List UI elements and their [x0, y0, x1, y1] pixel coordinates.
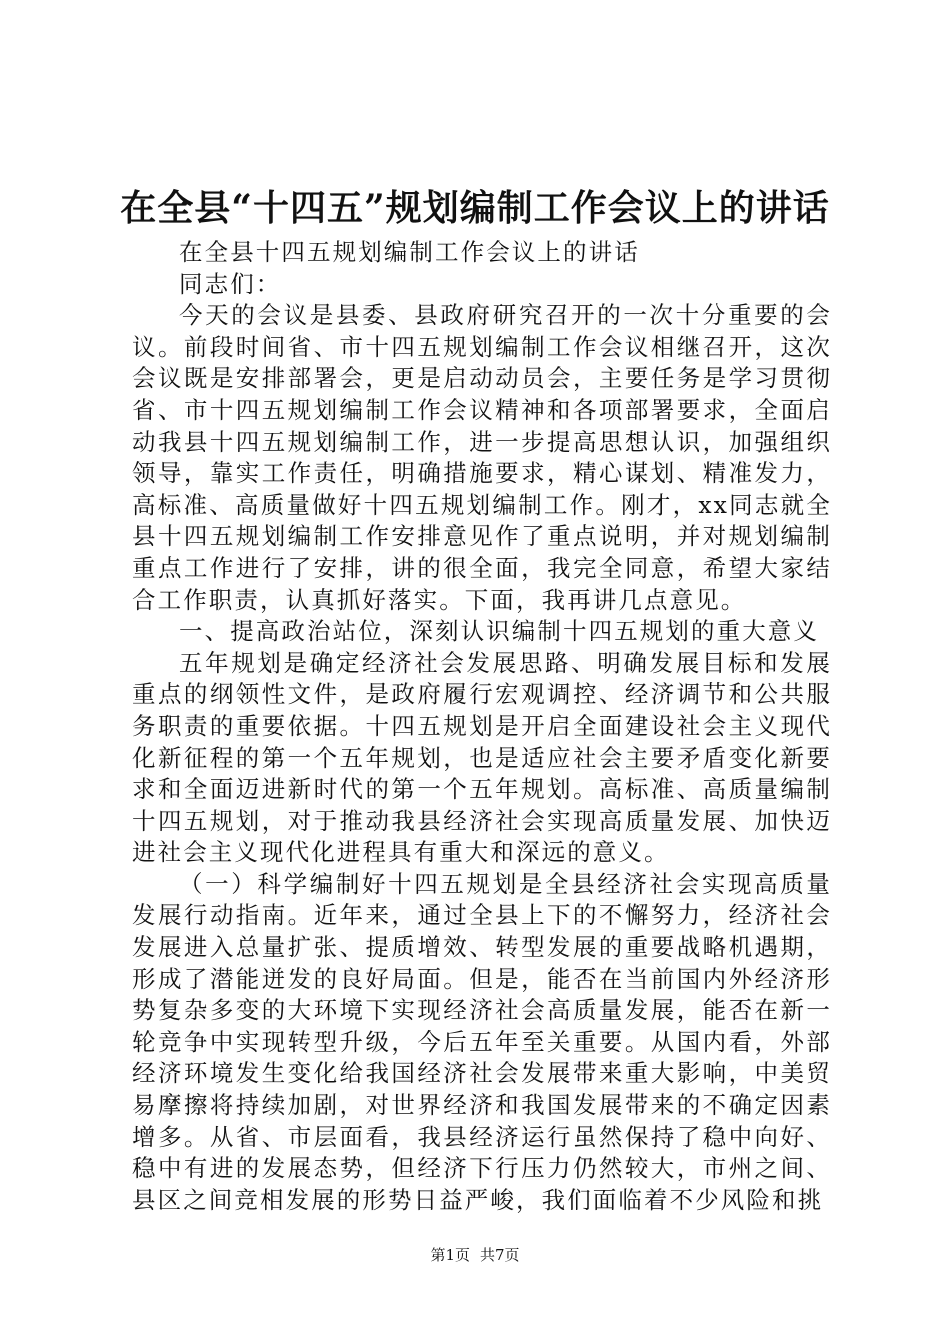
page-total: 共7页 — [480, 1246, 520, 1264]
subtitle-paragraph: 在全县十四五规划编制工作会议上的讲话 — [179, 238, 640, 266]
document-body — [132, 237, 832, 1216]
body-paragraph: （一）科学编制好十四五规划是全县经济社会实现高质量发展行动指南。近年来，通过全县上下的不懈努力，经济社会发展进入总量扩张、提质增效、转型发展的重要战略机遇期，形成了潜能迸发的良好局面。但是，能否在当前国内外经济形势复杂多变的大环境下实现经济社会高质量发展，能否在新一轮竞争中实现转型升级，今后五年至关重要。从国内看，外部经济环境发生变化给我国经济社会发展带来重大影响，中美贸易摩擦将持续加剧，对世界经济和我国发展带来的不确定因素增多。从省、市层面看，我县经济运行虽然保持了稳中向好、稳中有进的发展态势，但经济下行压力仍然较大，市州之间、县区之间竞相发展的形势日益严峻，我们面临着不少风险和挑 — [132, 869, 832, 1214]
document-title: 在全县“十四五”规划编制工作会议上的讲话 — [120, 187, 830, 229]
body-paragraph: 五年规划是确定经济社会发展思路、明确发展目标和发展重点的纲领性文件，是政府履行宏观调控、经济调节和公共服务职责的重要依据。十四五规划是开启全面建设社会主义现代化新征程的第一个五年规划，也是适应社会主要矛盾变化新要求和全面迈进新时代的第一个五年规划。高标准、高质量编制十四五规划，对于推动我县经济社会实现高质量发展、加快迈进社会主义现代化进程具有重大和深远的意义。 — [132, 648, 832, 867]
section-heading: 一、提高政治站位，深刻认识编制十四五规划的重大意义 — [179, 617, 819, 646]
page-number: 第1页 — [430, 1246, 470, 1264]
salutation-paragraph: 同志们： — [179, 269, 282, 298]
page-footer — [0, 1245, 950, 1265]
body-paragraph: 今天的会议是县委、县政府研究召开的一次十分重要的会议。前段时间省、市十四五规划编制工作会议相继召开，这次会议既是安排部署会，更是启动动员会，主要任务是学习贯彻省、市十四五规划编制工作会议精神和各项部署要求，全面启动我县十四五规划编制工作，进一步提高思想认识，加强组织领导，靠实工作责任，明确措施要求，精心谋划、精准发力，高标准、高质量做好十四五规划编制工作。刚才，xx同志就全县十四五规划编制工作安排意见作了重点说明，并对规划编制重点工作进行了安排，讲的很全面，我完全同意，希望大家结合工作职责，认真抓好落实。下面，我再讲几点意见。 — [132, 301, 832, 614]
